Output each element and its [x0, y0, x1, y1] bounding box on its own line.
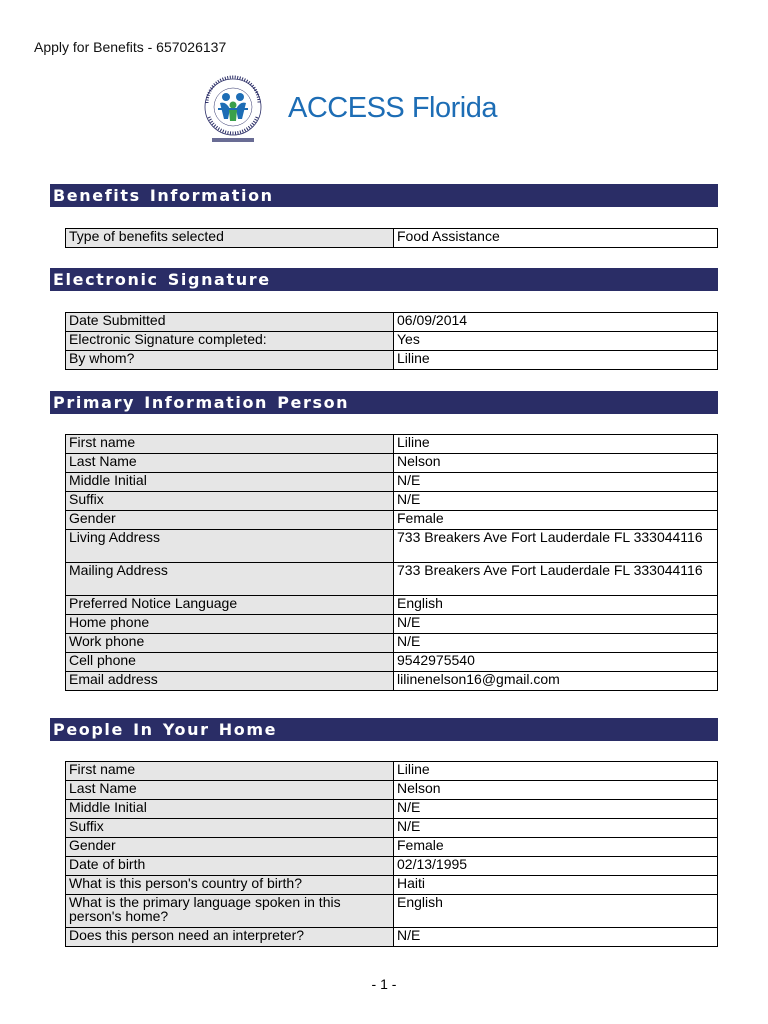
table-row — [66, 511, 718, 530]
table-row — [66, 895, 718, 928]
row-label: Electronic Signature completed: — [66, 332, 394, 351]
row-value: Liline — [394, 435, 718, 454]
document-title: Apply for Benefits - 657026137 — [34, 39, 227, 55]
row-label: First name — [66, 762, 394, 781]
row-value: 02/13/1995 — [394, 857, 718, 876]
row-value: N/E — [394, 615, 718, 634]
row-value: N/E — [394, 634, 718, 653]
row-value: lilinenelson16@gmail.com — [394, 672, 718, 691]
table-row — [66, 454, 718, 473]
row-label: Gender — [66, 511, 394, 530]
table-row — [66, 530, 718, 563]
row-label: First name — [66, 435, 394, 454]
row-label: Date of birth — [66, 857, 394, 876]
table-row — [66, 596, 718, 615]
table-row — [66, 634, 718, 653]
table-row — [66, 229, 718, 248]
row-value: Food Assistance — [394, 229, 718, 248]
row-label: Middle Initial — [66, 800, 394, 819]
row-label: Middle Initial — [66, 473, 394, 492]
row-value: Female — [394, 838, 718, 857]
row-value: English — [394, 895, 718, 928]
row-value: N/E — [394, 800, 718, 819]
benefits-table — [65, 228, 718, 248]
row-value: 733 Breakers Ave Fort Lauderdale FL 333044116 — [394, 530, 718, 563]
dcf-seal-icon — [198, 75, 268, 145]
table-row — [66, 653, 718, 672]
table-row — [66, 762, 718, 781]
table-row — [66, 351, 718, 370]
table-row — [66, 781, 718, 800]
table-row — [66, 615, 718, 634]
row-value: Haiti — [394, 876, 718, 895]
table-row — [66, 838, 718, 857]
row-label: Date Submitted — [66, 313, 394, 332]
row-value: 06/09/2014 — [394, 313, 718, 332]
row-label: What is the primary language spoken in this person's home? — [66, 895, 394, 928]
section-header-primary: Primary Information Person — [50, 391, 718, 414]
page-number: - 1 - — [371, 976, 397, 992]
section-header-benefits: Benefits Information — [50, 184, 718, 207]
row-value: N/E — [394, 473, 718, 492]
row-value: N/E — [394, 492, 718, 511]
row-label: Living Address — [66, 530, 394, 563]
row-value: Liline — [394, 351, 718, 370]
row-label: Home phone — [66, 615, 394, 634]
row-label: Gender — [66, 838, 394, 857]
row-label: Does this person need an interpreter? — [66, 928, 394, 947]
row-label: Mailing Address — [66, 563, 394, 596]
table-row — [66, 313, 718, 332]
table-row — [66, 473, 718, 492]
table-row — [66, 435, 718, 454]
signature-table — [65, 312, 718, 370]
table-row — [66, 672, 718, 691]
row-label: Work phone — [66, 634, 394, 653]
row-value: Liline — [394, 762, 718, 781]
row-label: Last Name — [66, 781, 394, 800]
access-florida-brand: ACCESS Florida — [288, 92, 497, 124]
table-row — [66, 857, 718, 876]
row-value: Nelson — [394, 454, 718, 473]
row-value: English — [394, 596, 718, 615]
row-label: Preferred Notice Language — [66, 596, 394, 615]
section-header-people: People In Your Home — [50, 718, 718, 741]
row-value: N/E — [394, 928, 718, 947]
people-in-home-table — [65, 761, 718, 947]
table-row — [66, 928, 718, 947]
dcf-seal-logo — [198, 75, 268, 145]
row-label: Suffix — [66, 492, 394, 511]
primary-person-table — [65, 434, 718, 691]
section-header-signature: Electronic Signature — [50, 268, 718, 291]
table-row — [66, 819, 718, 838]
table-row — [66, 492, 718, 511]
row-value: N/E — [394, 819, 718, 838]
row-value: 9542975540 — [394, 653, 718, 672]
row-label: Last Name — [66, 454, 394, 473]
row-value: Yes — [394, 332, 718, 351]
row-label: Suffix — [66, 819, 394, 838]
row-label: What is this person's country of birth? — [66, 876, 394, 895]
row-label: Email address — [66, 672, 394, 691]
row-label: By whom? — [66, 351, 394, 370]
row-value: Female — [394, 511, 718, 530]
row-label: Cell phone — [66, 653, 394, 672]
table-row — [66, 563, 718, 596]
table-row — [66, 332, 718, 351]
table-row — [66, 876, 718, 895]
row-label: Type of benefits selected — [66, 229, 394, 248]
row-value: Nelson — [394, 781, 718, 800]
table-row — [66, 800, 718, 819]
row-value: 733 Breakers Ave Fort Lauderdale FL 333044116 — [394, 563, 718, 596]
